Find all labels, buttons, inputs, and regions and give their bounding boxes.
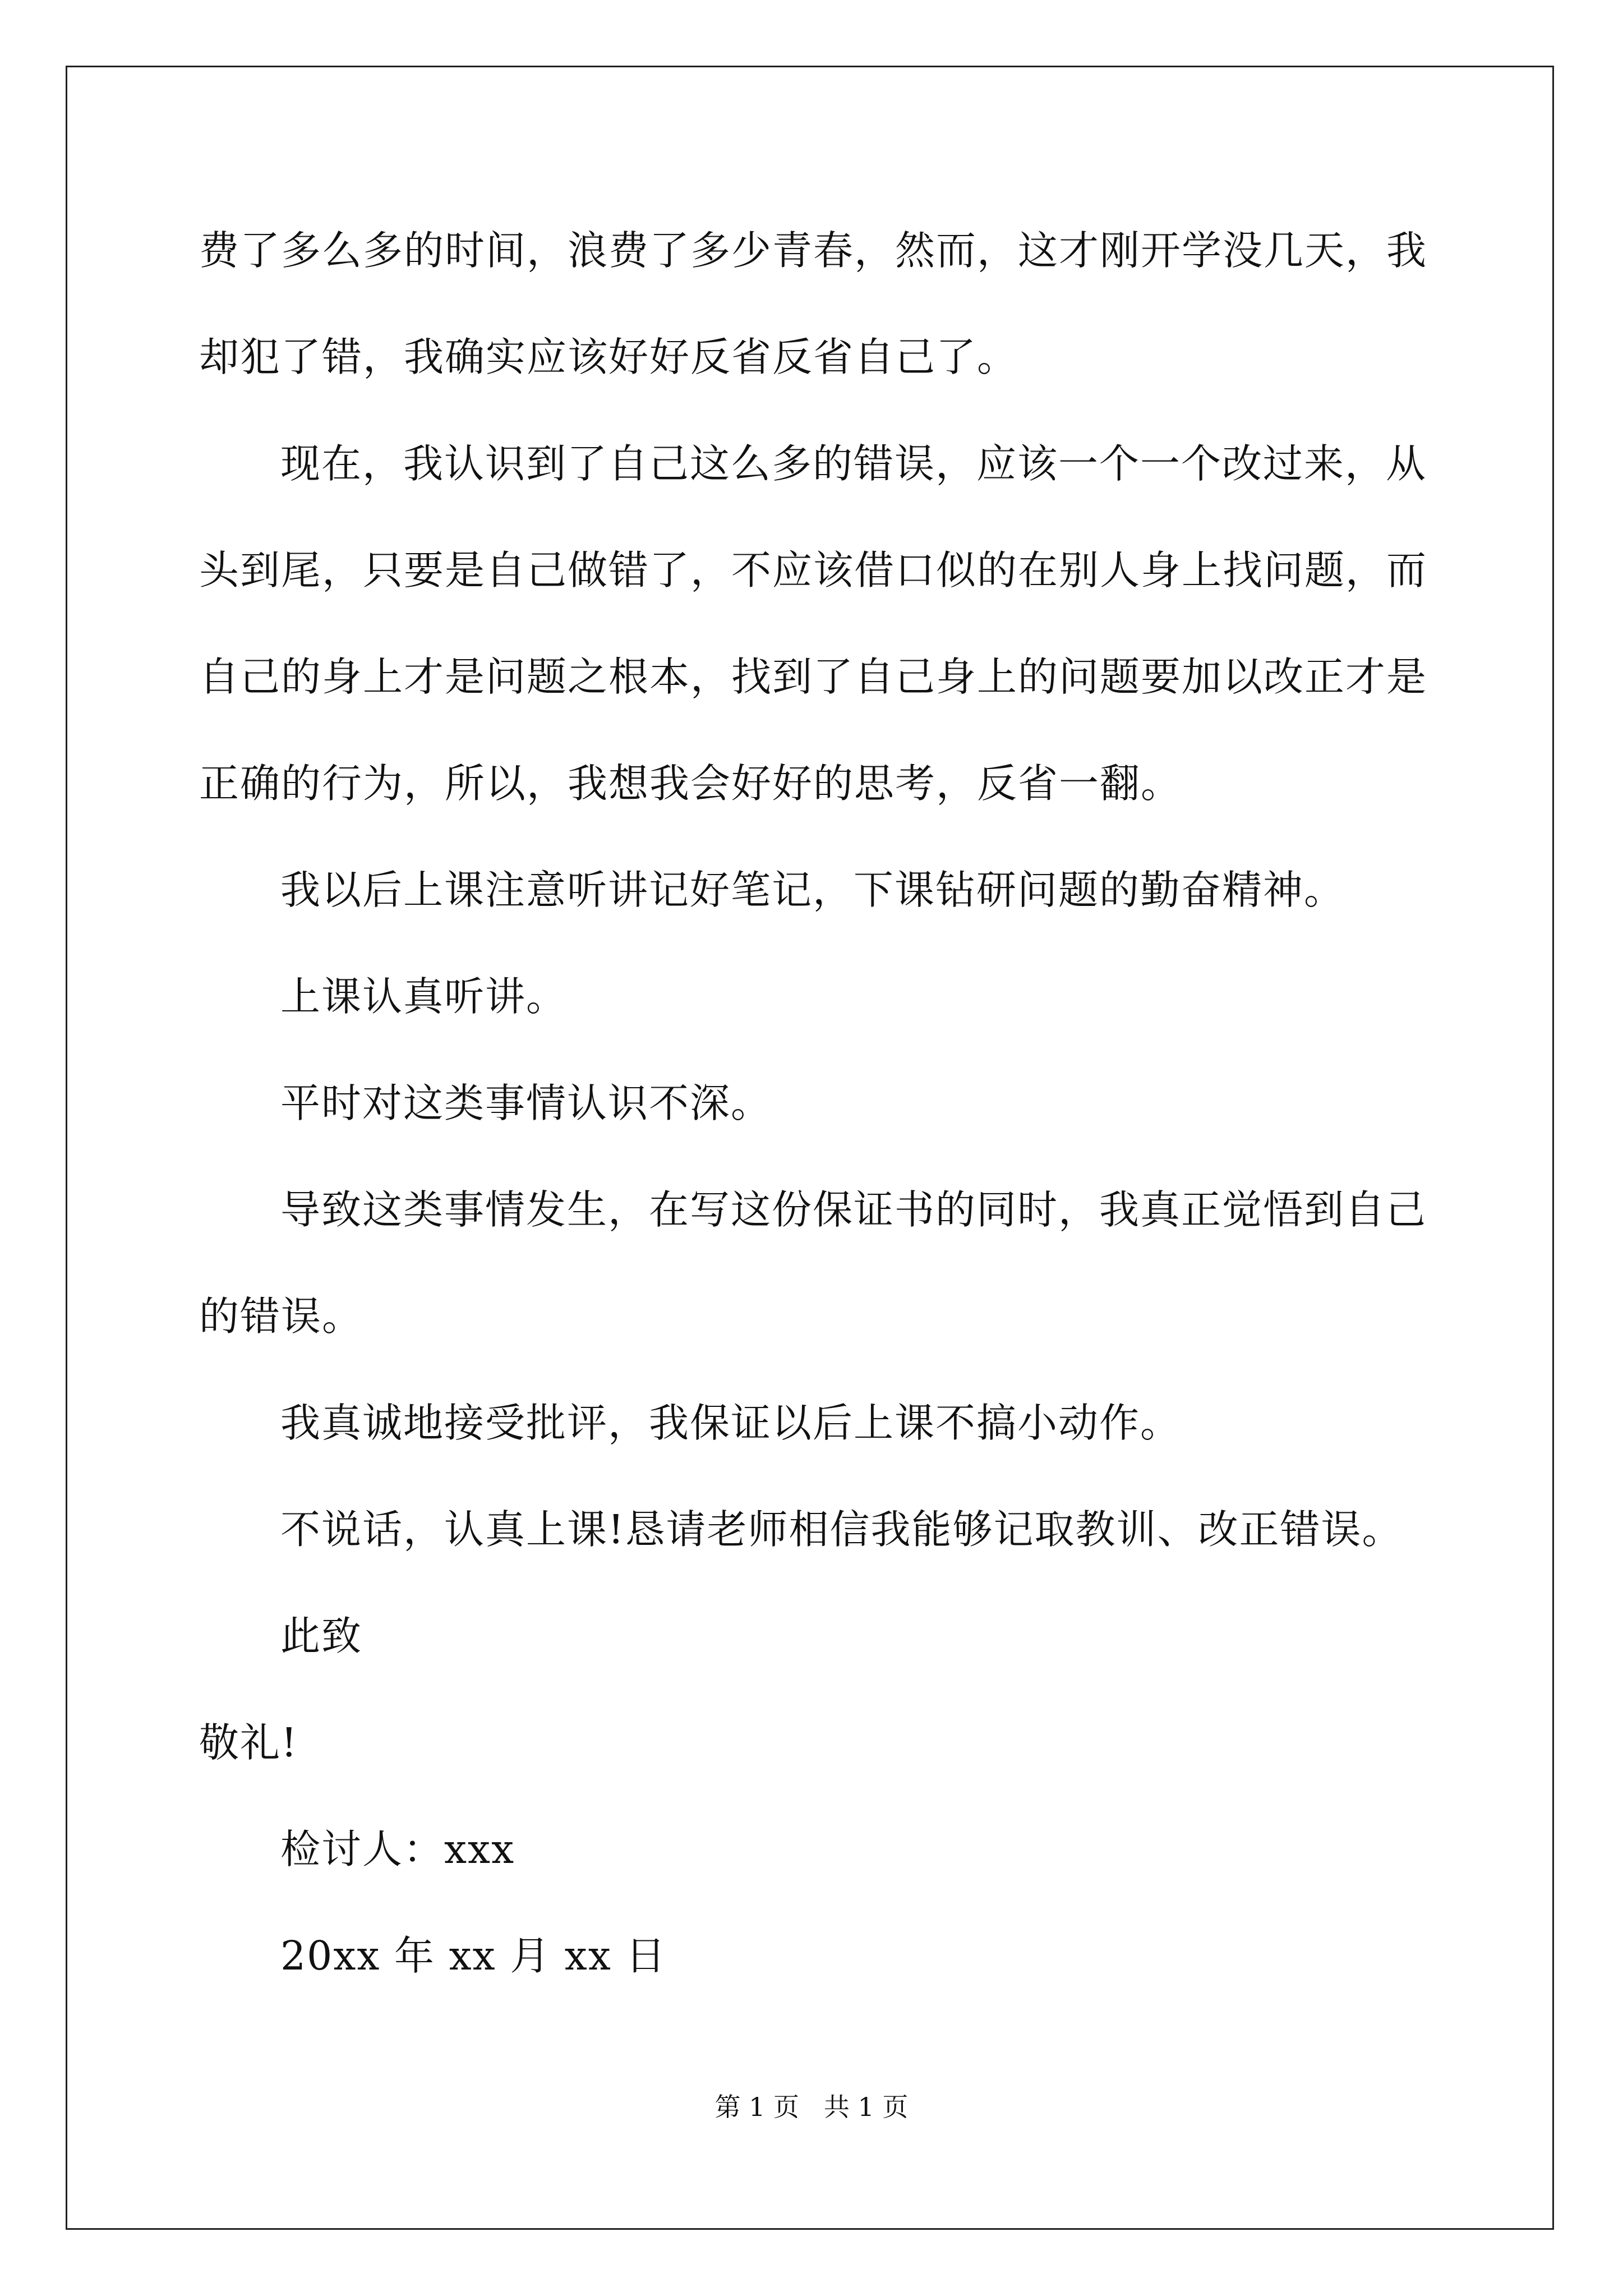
text-line: 头到尾，只要是自己做错了，不应该借口似的在别人身上找问题，而 [199, 547, 1428, 593]
text-line: 正确的行为，所以，我想我会好好的思考，反省一翻。 [199, 760, 1182, 807]
signature-line: 检讨人：xxx [280, 1826, 515, 1872]
text-line: 费了多么多的时间，浪费了多少青春，然而，这才刚开学没几天，我 [199, 227, 1428, 274]
page-border [66, 66, 1554, 2230]
text-line: 的错误。 [199, 1293, 363, 1340]
paragraph-line: 不说话，认真上课!恳请老师相信我能够记取教训、改正错误。 [280, 1506, 1403, 1553]
paragraph-line: 平时对这类事情认识不深。 [280, 1080, 772, 1126]
paragraph-line: 导致这类事情发生，在写这份保证书的同时，我真正觉悟到自己 [280, 1186, 1427, 1233]
paragraph-line: 现在，我认识到了自己这么多的错误，应该一个一个改过来，从 [280, 440, 1427, 487]
paragraph-line: 我真诚地接受批评，我保证以后上课不搞小动作。 [280, 1400, 1182, 1446]
text-line: 却犯了错，我确实应该好好反省反省自己了。 [199, 334, 1018, 380]
paragraph-line: 上课认真听讲。 [280, 973, 568, 1020]
closing-regards: 敬礼! [199, 1719, 298, 1766]
text-line: 自己的身上才是问题之根本，找到了自己身上的问题要加以改正才是 [199, 654, 1428, 700]
page-footer: 第 1 页 共 1 页 [714, 2092, 909, 2122]
paragraph-line: 我以后上课注意听讲记好笔记，下课钻研问题的勤奋精神。 [280, 867, 1345, 913]
date-line: 20xx 年 xx 月 xx 日 [280, 1932, 667, 1979]
closing-salutation: 此致 [280, 1613, 363, 1659]
